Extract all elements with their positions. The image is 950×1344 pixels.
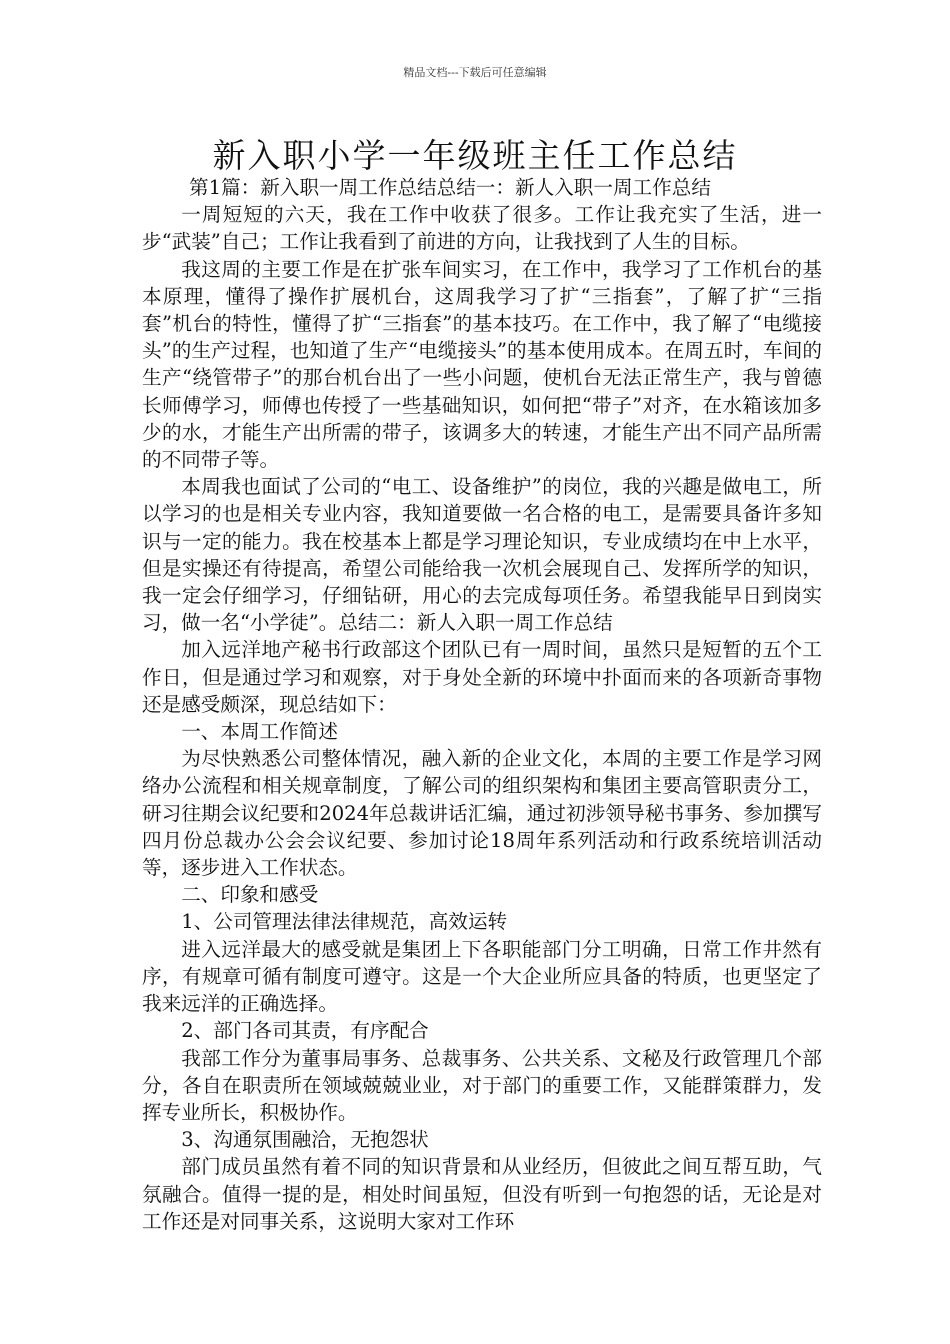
paragraph: 部门成员虽然有着不同的知识背景和从业经历，但彼此之间互帮互助，气氛融合。值得一提的是，相处时间虽短，但没有听到一句抱怨的话，无论是对工作还是对同事关系，这说明大家对工作环 — [142, 1155, 822, 1233]
subsection-heading: 2、部门各司其责，有序配合 — [181, 1019, 429, 1043]
section-heading: 一、本周工作简述 — [181, 720, 338, 744]
paragraph: 本周我也面试了公司的“电工、设备维护”的岗位，我的兴趣是做电工，所以学习的也是相关专业内容，我知道要做一名合格的电工，是需要具备许多知识与一定的能力。我在校基本上都是学习理论知识，专业成绩均在中上水平，但是实操还有待提高，希望公司能给我一次机会展现自己、发挥所学的知识，我一定会仔细学习，仔细钻研，用心的去完成每项任务。希望我能早日到岗实习，做一名“小学徒”。总结二：新人入职一周工作总结 — [142, 475, 822, 635]
paragraph: 一周短短的六天，我在工作中收获了很多。工作让我充实了生活，进一步“武装”自己；工作让我看到了前进的方向，让我找到了人生的目标。 — [142, 203, 822, 254]
section-heading: 二、印象和感受 — [181, 883, 319, 907]
document-title: 新入职小学一年级班主任工作总结 — [212, 136, 738, 175]
subsection-heading: 1、公司管理法律法律规范，高效运转 — [181, 910, 508, 934]
header-note: 精品文档---下载后可任意编辑 — [403, 66, 547, 79]
subsection-heading: 3、沟通氛围融洽，无抱怨状 — [181, 1128, 429, 1152]
paragraph: 我部工作分为董事局事务、总裁事务、公共关系、文秘及行政管理几个部分，各自在职责所在领域兢兢业业，对于部门的重要工作，又能群策群力，发挥专业所长，积极协作。 — [142, 1046, 822, 1124]
paragraph: 我这周的主要工作是在扩张车间实习，在工作中，我学习了工作机台的基本原理，懂得了操作扩展机台，这周我学习了扩“三指套”，了解了扩“三指套”机台的特性，懂得了扩“三指套”的基本技巧。在工作中，我了解了“电缆接头”的生产过程，也知道了生产“电缆接头”的基本使用成本。在周五时，车间的生产“绕管带子”的那台机台出了一些小问题，使机台无法正常生产，我与曾德长师傅学习，师傅也传授了一些基础知识，如何把“带子”对齐，在水箱该加多少的水，才能生产出所需的带子，该调多大的转速，才能生产出不同产品所需的不同带子等。 — [142, 257, 822, 472]
paragraph: 加入远洋地产秘书行政部这个团队已有一周时间，虽然只是短暂的五个工作日，但是通过学习和观察，对于身处全新的环境中扑面而来的各项新奇事物还是感受颇深，现总结如下： — [142, 638, 822, 716]
paragraph: 为尽快熟悉公司整体情况，融入新的企业文化，本周的主要工作是学习网络办公流程和相关规章制度，了解公司的组织架构和集团主要高管职责分工，研习往期会议纪要和2024年总裁讲话汇编，通过初涉领导秘书事务、参加撰写四月份总裁办公会会议纪要、参加讨论18周年系列活动和行政系统培训活动等，逐步进入工作状态。 — [142, 747, 822, 880]
document-subtitle: 第1篇：新入职一周工作总结总结一：新人入职一周工作总结 — [189, 176, 711, 199]
paragraph: 进入远洋最大的感受就是集团上下各职能部门分工明确，日常工作井然有序，有规章可循有制度可遵守。这是一个大企业所应具备的特质，也更坚定了我来远洋的正确选择。 — [142, 937, 822, 1016]
document-body — [142, 174, 822, 1235]
